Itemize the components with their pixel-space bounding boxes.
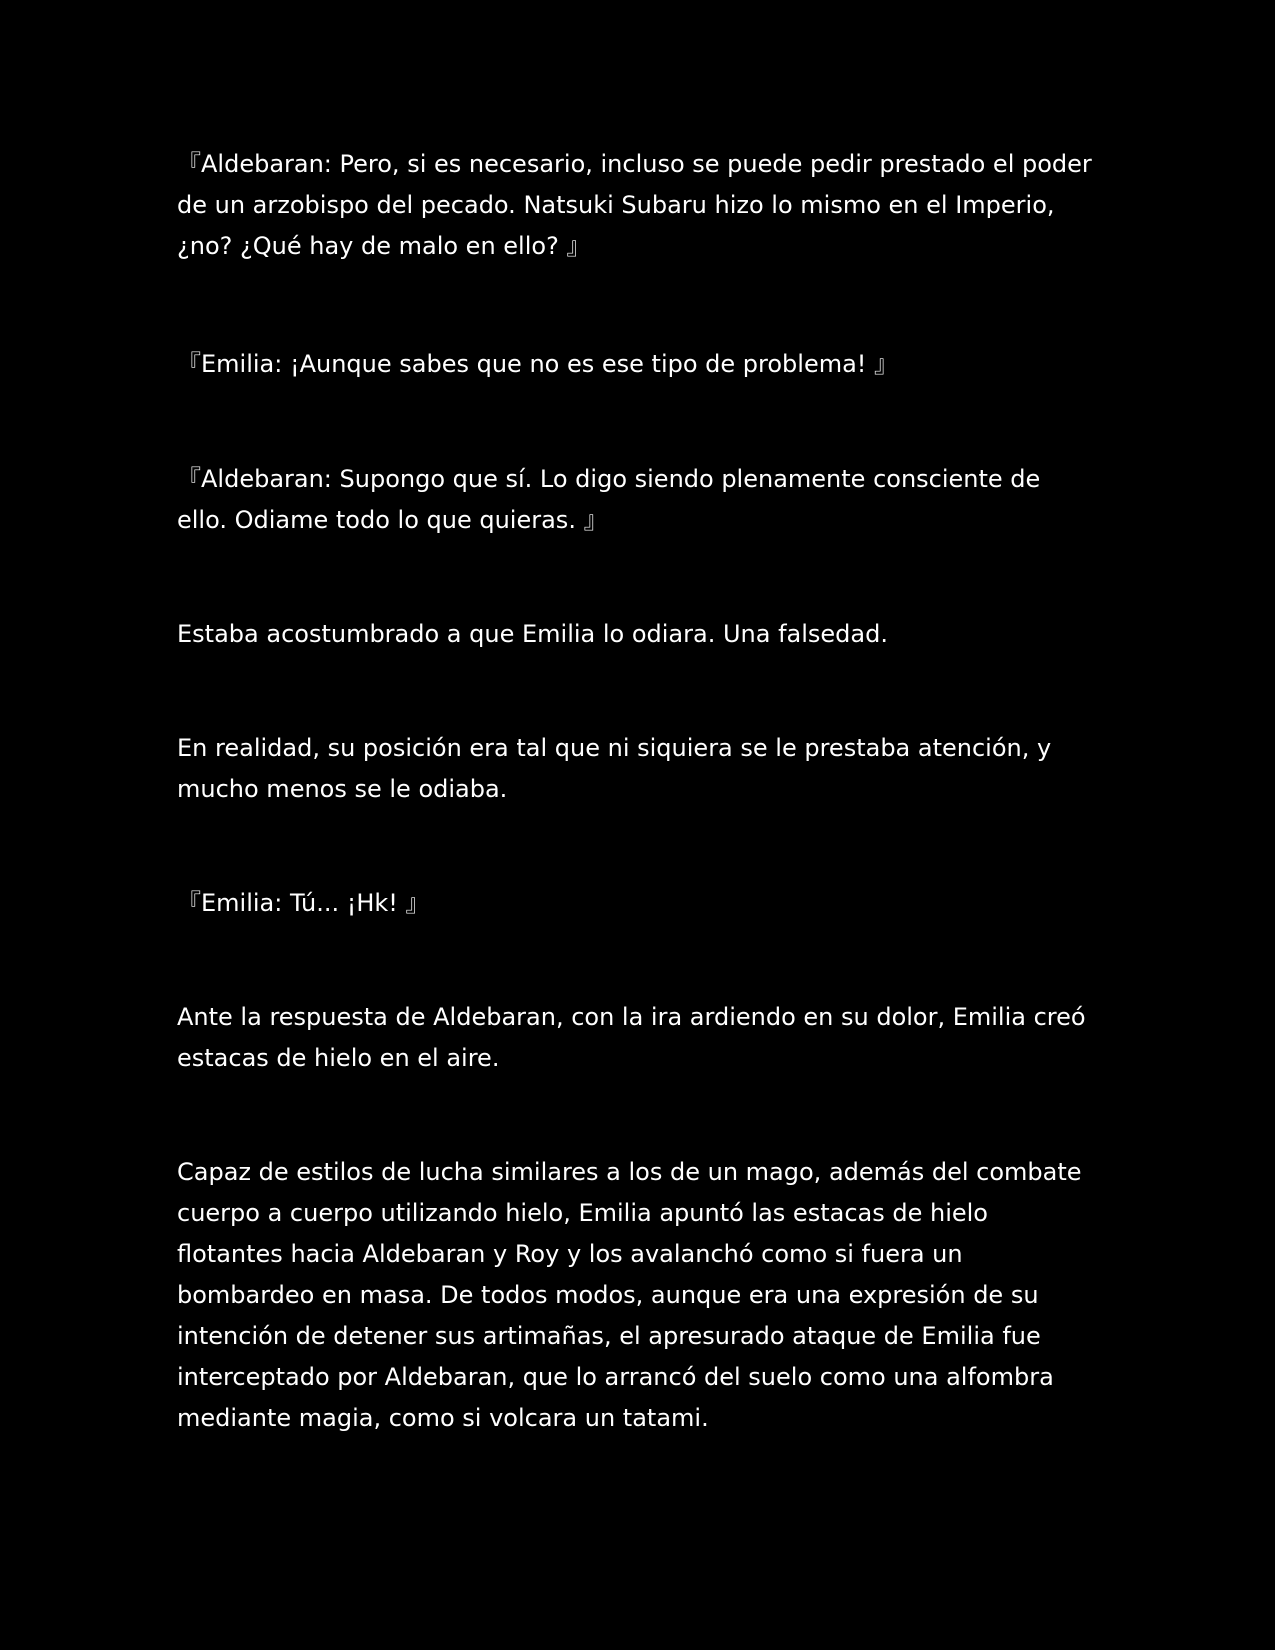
narration-paragraph-2: En realidad, su posición era tal que ni siquiera se le prestaba atención, y mucho menos se le odiaba.	[177, 734, 1052, 803]
document-body	[177, 144, 1097, 1439]
dialogue-emilia-2: 『Emilia: Tú... ¡Hk! 』	[177, 889, 430, 917]
narration-paragraph-4: Capaz de estilos de lucha similares a los de un mago, además del combate cuerpo a cuerpo utilizando hielo, Emilia apuntó las estacas de hielo flotantes hacia Aldebaran y Roy y los avalanchó como si fuera un bombardeo en masa. De todos modos, aunque era una expresión de su intención de detener sus artimañas, el apresurado ataque de Emilia fue interceptado por Aldebaran, que lo arrancó del suelo como una alfombra mediante magia, como si volcara un tatami.	[177, 1158, 1082, 1432]
dialogue-aldebaran-2: 『Aldebaran: Supongo que sí. Lo digo siendo plenamente consciente de ello. Odiame todo lo que quieras. 』	[177, 465, 1041, 534]
dialogue-emilia-1: 『Emilia: ¡Aunque sabes que no es ese tipo de problema! 』	[177, 350, 899, 378]
dialogue-aldebaran-1: 『Aldebaran: Pero, si es necesario, incluso se puede pedir prestado el poder de un arzobispo del pecado. Natsuki Subaru hizo lo mismo en el Imperio, ¿no? ¿Qué hay de malo en ello? 』	[177, 150, 1092, 260]
narration-paragraph-3: Ante la respuesta de Aldebaran, con la ira ardiendo en su dolor, Emilia creó estacas de hielo en el aire.	[177, 1003, 1086, 1072]
narration-paragraph-1: Estaba acostumbrado a que Emilia lo odiara. Una falsedad.	[177, 620, 888, 648]
